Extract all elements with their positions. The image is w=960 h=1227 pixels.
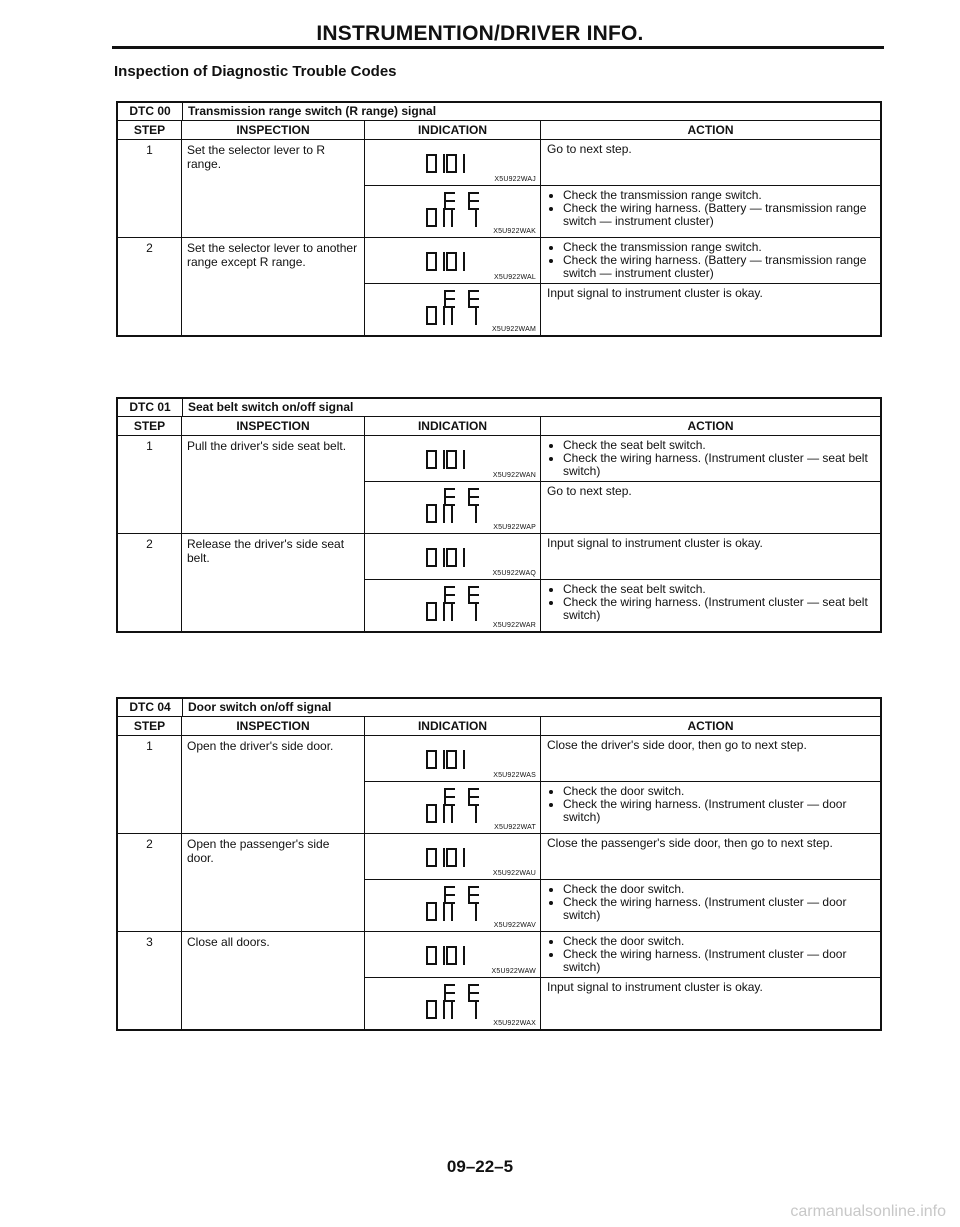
action-cell <box>541 436 880 481</box>
indication-action-row <box>365 436 880 482</box>
column-header-indication: INDICATION <box>365 121 541 139</box>
indication-action-row <box>365 782 880 833</box>
indication-action-group <box>365 736 880 833</box>
column-header-step: STEP <box>118 417 182 435</box>
indication-action-row <box>365 482 880 533</box>
inspection-text: Pull the driver's side seat belt. <box>182 436 365 533</box>
action-item: • Check the seat belt switch. <box>563 583 874 596</box>
action-text: Go to next step. <box>547 484 632 498</box>
action-item: • Check the door switch. <box>563 883 874 896</box>
action-item: • Check the wiring harness. (Instrument cluster — door switch) <box>563 948 874 974</box>
step-row <box>118 140 880 238</box>
dtc-code: DTC 00 <box>118 103 183 120</box>
figure-code: X5U922WAT <box>494 824 536 831</box>
action-item: • Check the wiring harness. (Battery — transmission range switch — instrument cluster) <box>563 254 874 280</box>
step-number: 2 <box>118 238 182 335</box>
dtc-code: DTC 04 <box>118 699 183 716</box>
step-number: 2 <box>118 834 182 931</box>
page-number: 09–22–5 <box>446 1157 514 1176</box>
indication-cell <box>365 580 541 631</box>
figure-code: X5U922WAQ <box>492 570 536 577</box>
step-row <box>118 834 880 932</box>
indication-action-group <box>365 436 880 533</box>
indication-cell <box>365 782 541 833</box>
action-cell <box>541 736 880 781</box>
dtc-table <box>116 697 882 1031</box>
indication-cell <box>365 186 541 237</box>
column-header-step: STEP <box>118 717 182 735</box>
action-text: Input signal to instrument cluster is okay. <box>547 980 763 994</box>
step-row <box>118 932 880 1029</box>
figure-code: X5U922WAX <box>493 1020 536 1027</box>
inspection-text: Set the selector lever to R range. <box>182 140 365 237</box>
indication-action-row <box>365 880 880 931</box>
inspection-text: Open the passenger's side door. <box>182 834 365 931</box>
indication-cell <box>365 932 541 977</box>
column-header-inspection: INSPECTION <box>182 121 365 139</box>
step-row <box>118 436 880 534</box>
action-cell <box>541 140 880 185</box>
action-cell <box>541 238 880 283</box>
figure-code: X5U922WAP <box>493 524 536 531</box>
action-text: Input signal to instrument cluster is okay. <box>547 286 763 300</box>
indication-action-row <box>365 238 880 284</box>
column-header-step: STEP <box>118 121 182 139</box>
action-cell <box>541 932 880 977</box>
indication-cell <box>365 284 541 335</box>
indication-action-row <box>365 284 880 335</box>
step-row <box>118 534 880 631</box>
figure-code: X5U922WAN <box>492 472 536 479</box>
indication-cell <box>365 482 541 533</box>
indication-action-row <box>365 186 880 237</box>
step-number: 1 <box>118 436 182 533</box>
action-list <box>547 439 874 478</box>
figure-code: X5U922WAM <box>492 326 536 333</box>
indication-action-group <box>365 238 880 335</box>
action-cell <box>541 534 880 579</box>
action-item: • Check the wiring harness. (Instrument cluster — seat belt switch) <box>563 596 874 622</box>
column-header-indication: INDICATION <box>365 717 541 735</box>
action-item: • Check the transmission range switch. <box>563 189 874 202</box>
action-list <box>547 241 874 280</box>
dtc-table <box>116 397 882 633</box>
dtc-title: Transmission range switch (R range) signal <box>188 104 437 118</box>
header-rule <box>112 46 884 49</box>
column-header-inspection: INSPECTION <box>182 717 365 735</box>
watermark: carmanualsonline.info <box>790 1203 946 1220</box>
step-row <box>118 238 880 335</box>
figure-code: X5U922WAS <box>493 772 536 779</box>
action-text: Go to next step. <box>547 142 632 156</box>
action-list <box>547 583 874 622</box>
action-item: • Check the wiring harness. (Instrument cluster — door switch) <box>563 896 874 922</box>
indication-cell <box>365 736 541 781</box>
step-row <box>118 736 880 834</box>
indication-cell <box>365 140 541 185</box>
step-number: 3 <box>118 932 182 1029</box>
indication-cell <box>365 834 541 879</box>
inspection-text: Set the selector lever to another range except R range. <box>182 238 365 335</box>
step-number: 1 <box>118 736 182 833</box>
indication-action-row <box>365 978 880 1029</box>
column-header-row <box>118 717 880 736</box>
action-cell <box>541 978 880 1029</box>
action-item: • Check the seat belt switch. <box>563 439 874 452</box>
action-cell <box>541 782 880 833</box>
page-header-title: INSTRUMENTION/DRIVER INFO. <box>316 22 644 45</box>
column-header-row <box>118 121 880 140</box>
column-header-indication: INDICATION <box>365 417 541 435</box>
indication-action-row <box>365 932 880 978</box>
dtc-title: Door switch on/off signal <box>188 700 332 714</box>
action-text: Input signal to instrument cluster is okay. <box>547 536 763 550</box>
column-header-action: ACTION <box>687 419 734 433</box>
figure-code: X5U922WAW <box>491 968 536 975</box>
indication-action-row <box>365 834 880 880</box>
indication-action-row <box>365 140 880 186</box>
indication-action-row <box>365 736 880 782</box>
action-cell <box>541 580 880 631</box>
figure-code: X5U922WAL <box>493 274 536 281</box>
column-header-row <box>118 417 880 436</box>
indication-cell <box>365 238 541 283</box>
action-list <box>547 785 874 824</box>
indication-action-row <box>365 534 880 580</box>
indication-action-group <box>365 140 880 237</box>
indication-action-group <box>365 932 880 1029</box>
figure-code: X5U922WAK <box>493 228 536 235</box>
dtc-header-row <box>118 399 880 417</box>
action-text: Close the passenger's side door, then go to next step. <box>547 836 833 850</box>
inspection-text: Close all doors. <box>182 932 365 1029</box>
figure-code: X5U922WAR <box>492 622 536 629</box>
action-item: • Check the door switch. <box>563 935 874 948</box>
figure-code: X5U922WAU <box>492 870 536 877</box>
dtc-header-row <box>118 699 880 717</box>
action-text: Close the driver's side door, then go to next step. <box>547 738 807 752</box>
action-cell <box>541 186 880 237</box>
figure-code: X5U922WAJ <box>494 176 536 183</box>
action-item: • Check the door switch. <box>563 785 874 798</box>
dtc-header-row <box>118 103 880 121</box>
action-item: • Check the wiring harness. (Instrument cluster — door switch) <box>563 798 874 824</box>
indication-cell <box>365 880 541 931</box>
figure-code: X5U922WAV <box>493 922 536 929</box>
indication-cell <box>365 436 541 481</box>
step-number: 2 <box>118 534 182 631</box>
dtc-title: Seat belt switch on/off signal <box>188 400 354 414</box>
indication-cell <box>365 978 541 1029</box>
dtc-code: DTC 01 <box>118 399 183 416</box>
action-list <box>547 935 874 974</box>
action-list <box>547 189 874 228</box>
indication-action-group <box>365 534 880 631</box>
inspection-text: Release the driver's side seat belt. <box>182 534 365 631</box>
column-header-action: ACTION <box>687 123 734 137</box>
indication-cell <box>365 534 541 579</box>
action-item: • Check the wiring harness. (Instrument cluster — seat belt switch) <box>563 452 874 478</box>
action-cell <box>541 284 880 335</box>
section-title: Inspection of Diagnostic Trouble Codes <box>114 63 397 80</box>
action-item: • Check the transmission range switch. <box>563 241 874 254</box>
indication-action-row <box>365 580 880 631</box>
column-header-action: ACTION <box>687 719 734 733</box>
column-header-inspection: INSPECTION <box>182 417 365 435</box>
indication-action-group <box>365 834 880 931</box>
action-cell <box>541 482 880 533</box>
dtc-table <box>116 101 882 337</box>
step-number: 1 <box>118 140 182 237</box>
action-cell <box>541 880 880 931</box>
inspection-text: Open the driver's side door. <box>182 736 365 833</box>
action-cell <box>541 834 880 879</box>
action-list <box>547 883 874 922</box>
action-item: • Check the wiring harness. (Battery — transmission range switch — instrument cluster) <box>563 202 874 228</box>
